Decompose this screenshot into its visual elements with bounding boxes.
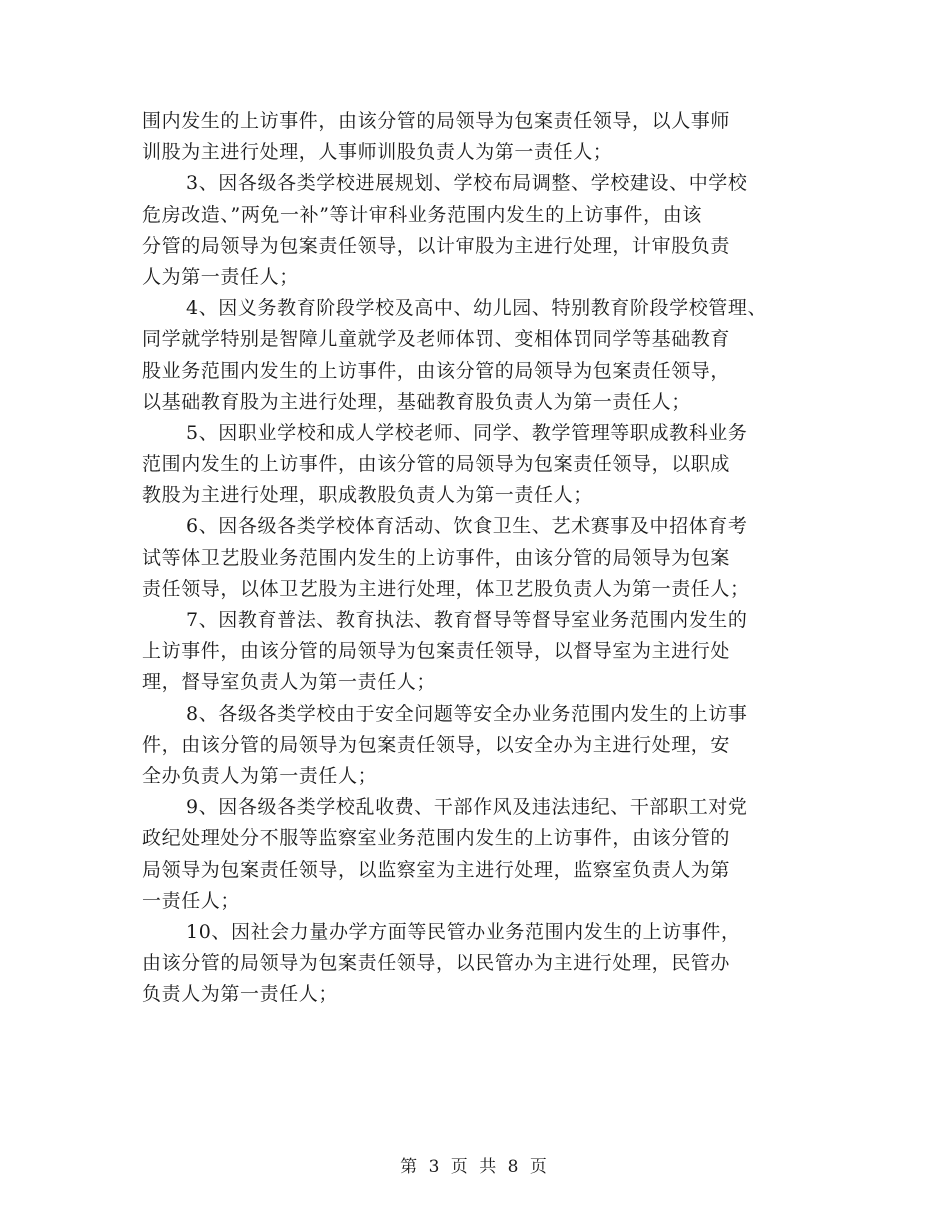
text-line: 围内发生的上访事件，由该分管的局领导为包案责任领导，以人事师 xyxy=(142,110,731,132)
text-line: 负责人为第一责任人； xyxy=(142,983,339,1006)
text-line: 同学就学特别是智障儿童就学及老师体罚、变相体罚同学等基础教育 xyxy=(142,328,731,351)
text-line: 危房改造、”两免一补”等计审科业务范围内发生的上访事件，由该 xyxy=(142,203,702,226)
page-number-footer: 第 3 页 共 8 页 xyxy=(400,1157,550,1177)
document-body xyxy=(142,106,832,1010)
text-line: 试等体卫艺股业务范围内发生的上访事件，由该分管的局领导为包案 xyxy=(142,546,731,569)
text-line: 理，督导室负责人为第一责任人； xyxy=(142,671,437,694)
text-line: 教股为主进行处理，职成教股负责人为第一责任人； xyxy=(142,484,593,507)
text-line: 3、因各级各类学校进展规划、学校布局调整、学校建设、中学校 xyxy=(186,172,748,195)
text-line: 政纪处理处分不服等监察室业务范围内发生的上访事件，由该分管的 xyxy=(142,827,731,850)
text-line: 6、因各级各类学校体育活动、饮食卫生、艺术赛事及中招体育考 xyxy=(186,515,748,538)
text-line: 一责任人； xyxy=(142,889,241,912)
paragraph xyxy=(142,792,832,917)
text-line: 件，由该分管的局领导为包案责任领导，以安全办为主进行处理，安 xyxy=(142,733,731,756)
paragraph xyxy=(142,293,832,418)
paragraph xyxy=(142,605,832,699)
text-line: 5、因职业学校和成人学校老师、同学、教学管理等职成教科业务 xyxy=(186,421,748,444)
text-line: 7、因教育普法、教育执法、教育督导等督导室业务范围内发生的 xyxy=(186,609,748,631)
text-line: 4、因义务教育阶段学校及高中、幼儿园、特别教育阶段学校管理、 xyxy=(186,297,768,320)
text-line: 训股为主进行处理，人事师训股负责人为第一责任人； xyxy=(142,141,613,164)
paragraph xyxy=(142,917,832,1011)
paragraph xyxy=(142,418,832,512)
text-line: 8、各级各类学校由于安全问题等安全办业务范围内发生的上访事 xyxy=(186,702,748,725)
text-line: 分管的局领导为包案责任领导，以计审股为主进行处理，计审股负责 xyxy=(142,234,731,257)
text-line: 责任领导，以体卫艺股为主进行处理，体卫艺股负责人为第一责任人； xyxy=(142,577,750,600)
text-line: 股业务范围内发生的上访事件，由该分管的局领导为包案责任领导， xyxy=(142,359,731,382)
text-line: 由该分管的局领导为包案责任领导，以民管办为主进行处理，民管办 xyxy=(142,952,731,975)
text-line: 范围内发生的上访事件，由该分管的局领导为包案责任领导，以职成 xyxy=(142,453,731,476)
text-line: 以基础教育股为主进行处理，基础教育股负责人为第一责任人； xyxy=(142,390,691,413)
paragraph xyxy=(142,106,832,168)
text-line: 9、因各级各类学校乱收费、干部作风及违法违纪、干部职工对党 xyxy=(186,796,748,819)
text-line: 局领导为包案责任领导，以监察室为主进行处理，监察室负责人为第 xyxy=(142,858,731,881)
text-line: 10、因社会力量办学方面等民管办业务范围内发生的上访事件， xyxy=(186,920,741,943)
text-line: 人为第一责任人； xyxy=(142,265,299,288)
text-line: 上访事件，由该分管的局领导为包案责任领导，以督导室为主进行处 xyxy=(142,640,731,663)
paragraph xyxy=(142,511,832,605)
paragraph xyxy=(142,168,832,293)
text-line: 全办负责人为第一责任人； xyxy=(142,764,378,787)
paragraph xyxy=(142,699,832,793)
